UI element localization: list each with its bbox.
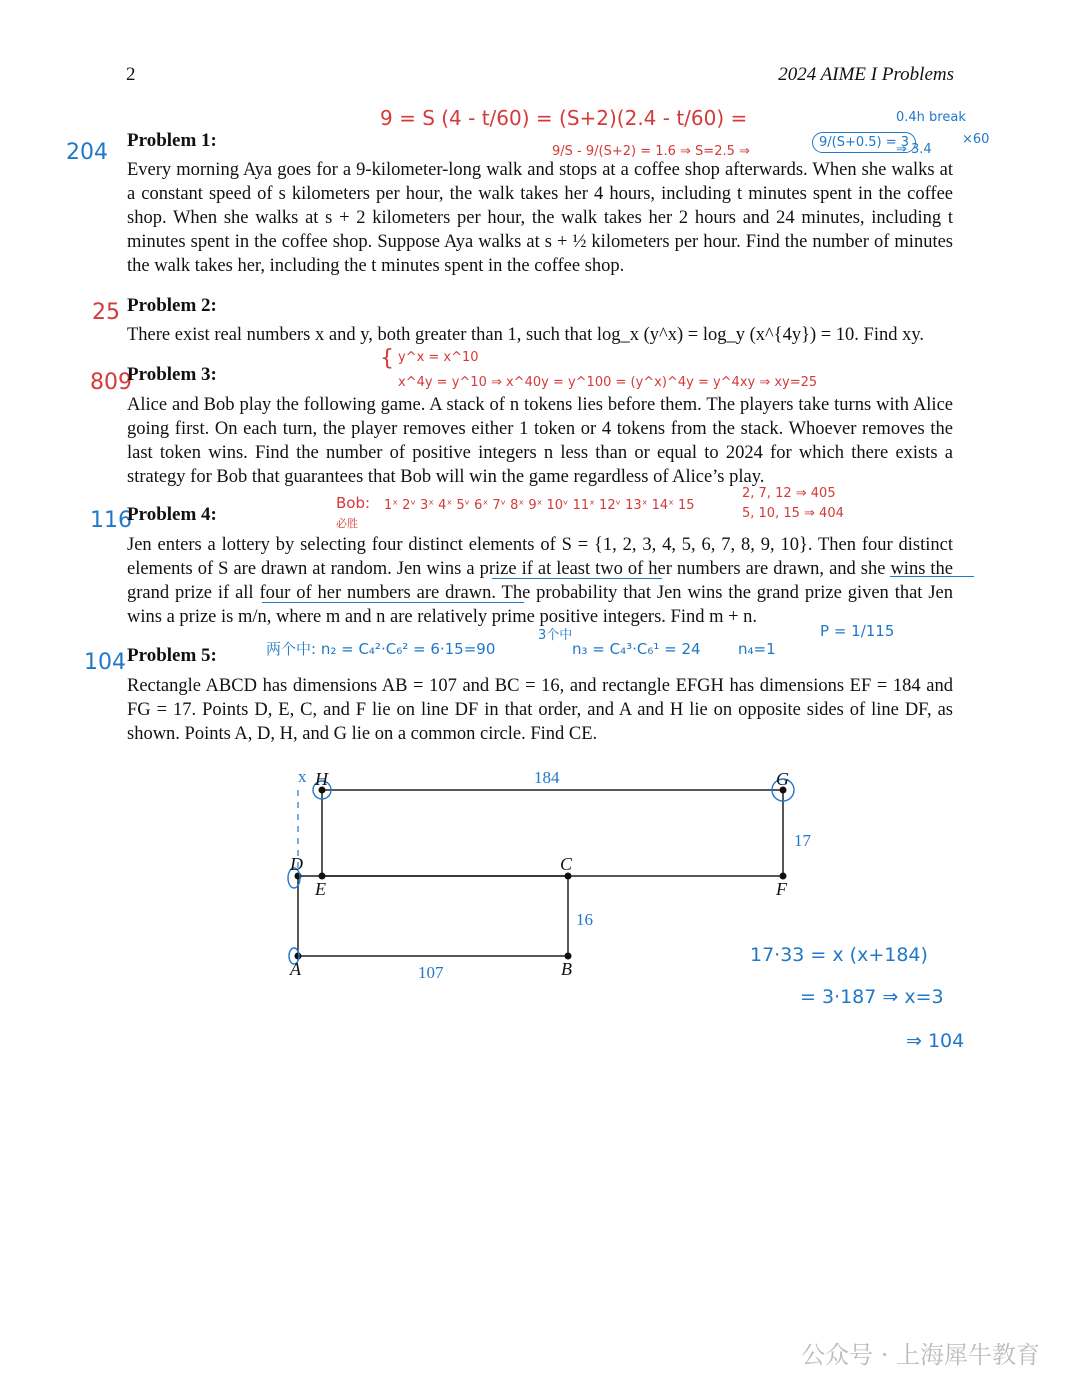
dim-107: 107 — [418, 963, 444, 982]
answer-3: 809 — [90, 370, 132, 395]
problem-4-text: Jen enters a lottery by selecting four distinct elements of S = {1, 2, 3, 4, 5, 6, 7, 8, 9, 10}. Then four distinct elements of S are drawn at random. Jen wins a prize if at least two of her numbers are drawn, and she wins the grand prize if all four of her numbers are drawn. The probability that Jen wins the grand prize given that Jen wins a prize is m/n, where m and n are relatively prime positive integers. Find m + n. — [127, 535, 953, 627]
label-a: A — [290, 959, 301, 979]
problem-5-text: Rectangle ABCD has dimensions AB = 107 and BC = 16, and rectangle EFGH has dimensions EF = 184 and FG = 17. Points D, E, C, and F lie on line DF in that order, and A and H lie on opposite sides of line DF, as shown. Points A, D, H, and G lie on a common circle. Find CE. — [127, 676, 953, 744]
answer-4: 116 — [90, 508, 132, 533]
problem-3-title: Problem 3: — [127, 364, 217, 385]
problem-1-text: Every morning Aya goes for a 9-kilometer-long walk and stops at a coffee shop afterwards. When she walks at a constant speed of s kilometers per hour, the walk takes her 4 hours, including t minutes spent in the coffee shop. When she walks at s + 2 kilometers per hour, the walk takes her 2 hours and 24 minutes, including t minutes spent in the coffee shop. Suppose Aya walks at s + ½ kilometers per hour. Find the number of minutes the walk takes her, including the t minutes spent in the coffee shop. — [127, 160, 953, 276]
p3-note-bob: Bob: — [336, 494, 371, 512]
p4-note-two: 两个中: n₂ = C₄²·C₆² = 6·15=90 — [266, 640, 496, 658]
label-x: x — [298, 767, 307, 786]
dim-17: 17 — [794, 831, 811, 850]
p4-note-p: P = 1/115 — [820, 622, 895, 640]
rectangle-efgh — [322, 790, 783, 876]
p3-note-r1: 2, 7, 12 ⇒ 405 — [742, 486, 836, 501]
problem-5-title: Problem 5: — [127, 645, 217, 666]
p1-note-circled: 9/(S+0.5) = 3 — [812, 132, 916, 153]
p3-note-sub: 必胜 — [336, 517, 358, 530]
dim-16: 16 — [576, 910, 593, 929]
dim-184: 184 — [534, 768, 560, 787]
p1-note-result: ⇒ 3.4 — [896, 142, 932, 157]
p5-note-l1: 17·33 = x (x+184) — [750, 944, 928, 966]
watermark: 公众号 · 上海犀牛教育 — [801, 1341, 1040, 1369]
label-b: B — [561, 959, 572, 979]
label-e: E — [315, 879, 326, 899]
page-number: 2 — [126, 64, 136, 85]
p1-note-mult: ×60 — [962, 132, 990, 147]
p2-brace: { — [380, 346, 394, 371]
p1-note-step: 9/S - 9/(S+2) = 1.6 ⇒ S=2.5 ⇒ — [552, 144, 750, 159]
p1-note-equation: 9 = S (4 - t/60) = (S+2)(2.4 - t/60) = — [380, 106, 748, 130]
answer-2: 25 — [92, 300, 120, 325]
problem-4-title: Problem 4: — [127, 504, 217, 525]
p4-note-three-label: 3个中 — [538, 628, 573, 643]
problem-3-text: Alice and Bob play the following game. A stack of n tokens lies before them. The players take turns with Alice going first. On each turn, the player removes either 1 token or 4 tokens from the stack. Whoever removes the last token wins. Find the number of positive integers n less than or equal to 2024 for which there exists a strategy for Bob that guarantees that Bob will win the game regardless of Alice’s play. — [127, 395, 953, 487]
problem-2-title: Problem 2: — [127, 295, 217, 316]
p1-note-break: 0.4h break — [896, 110, 966, 125]
p5-note-l3: ⇒ 104 — [906, 1030, 965, 1052]
running-title: 2024 AIME I Problems — [778, 64, 954, 85]
p3-note-r2: 5, 10, 15 ⇒ 404 — [742, 506, 844, 521]
label-d: D — [290, 854, 303, 874]
problem-1-title: Problem 1: — [127, 130, 217, 151]
answer-5: 104 — [84, 650, 126, 675]
problem-2-text: There exist real numbers x and y, both greater than 1, such that log_x (y^x) = log_y (x^{4y}) = 10. Find xy. — [127, 325, 925, 345]
label-h: H — [315, 769, 328, 789]
p5-note-l2: = 3·187 ⇒ x=3 — [800, 986, 944, 1008]
p3-note-sequence: 1ˣ 2ᵛ 3ˣ 4ˣ 5ᵛ 6ˣ 7ᵛ 8ˣ 9ˣ 10ᵛ 11ˣ 12ᵛ 13ˣ 14ˣ 15 — [384, 498, 695, 513]
label-c: C — [560, 854, 573, 874]
label-g: G — [776, 769, 789, 789]
label-f: F — [776, 879, 787, 899]
p4-note-four: n₄=1 — [738, 640, 776, 658]
p4-note-three: n₃ = C₄³·C₆¹ = 24 — [572, 640, 701, 658]
rectangle-abcd — [298, 876, 568, 956]
p2-note-line1: y^x = x^10 — [398, 350, 479, 365]
p2-note-line2: x^4y = y^10 ⇒ x^40y = y^100 = (y^x)^4y = y^4xy ⇒ xy=25 — [398, 375, 818, 390]
answer-1: 204 — [66, 140, 108, 165]
